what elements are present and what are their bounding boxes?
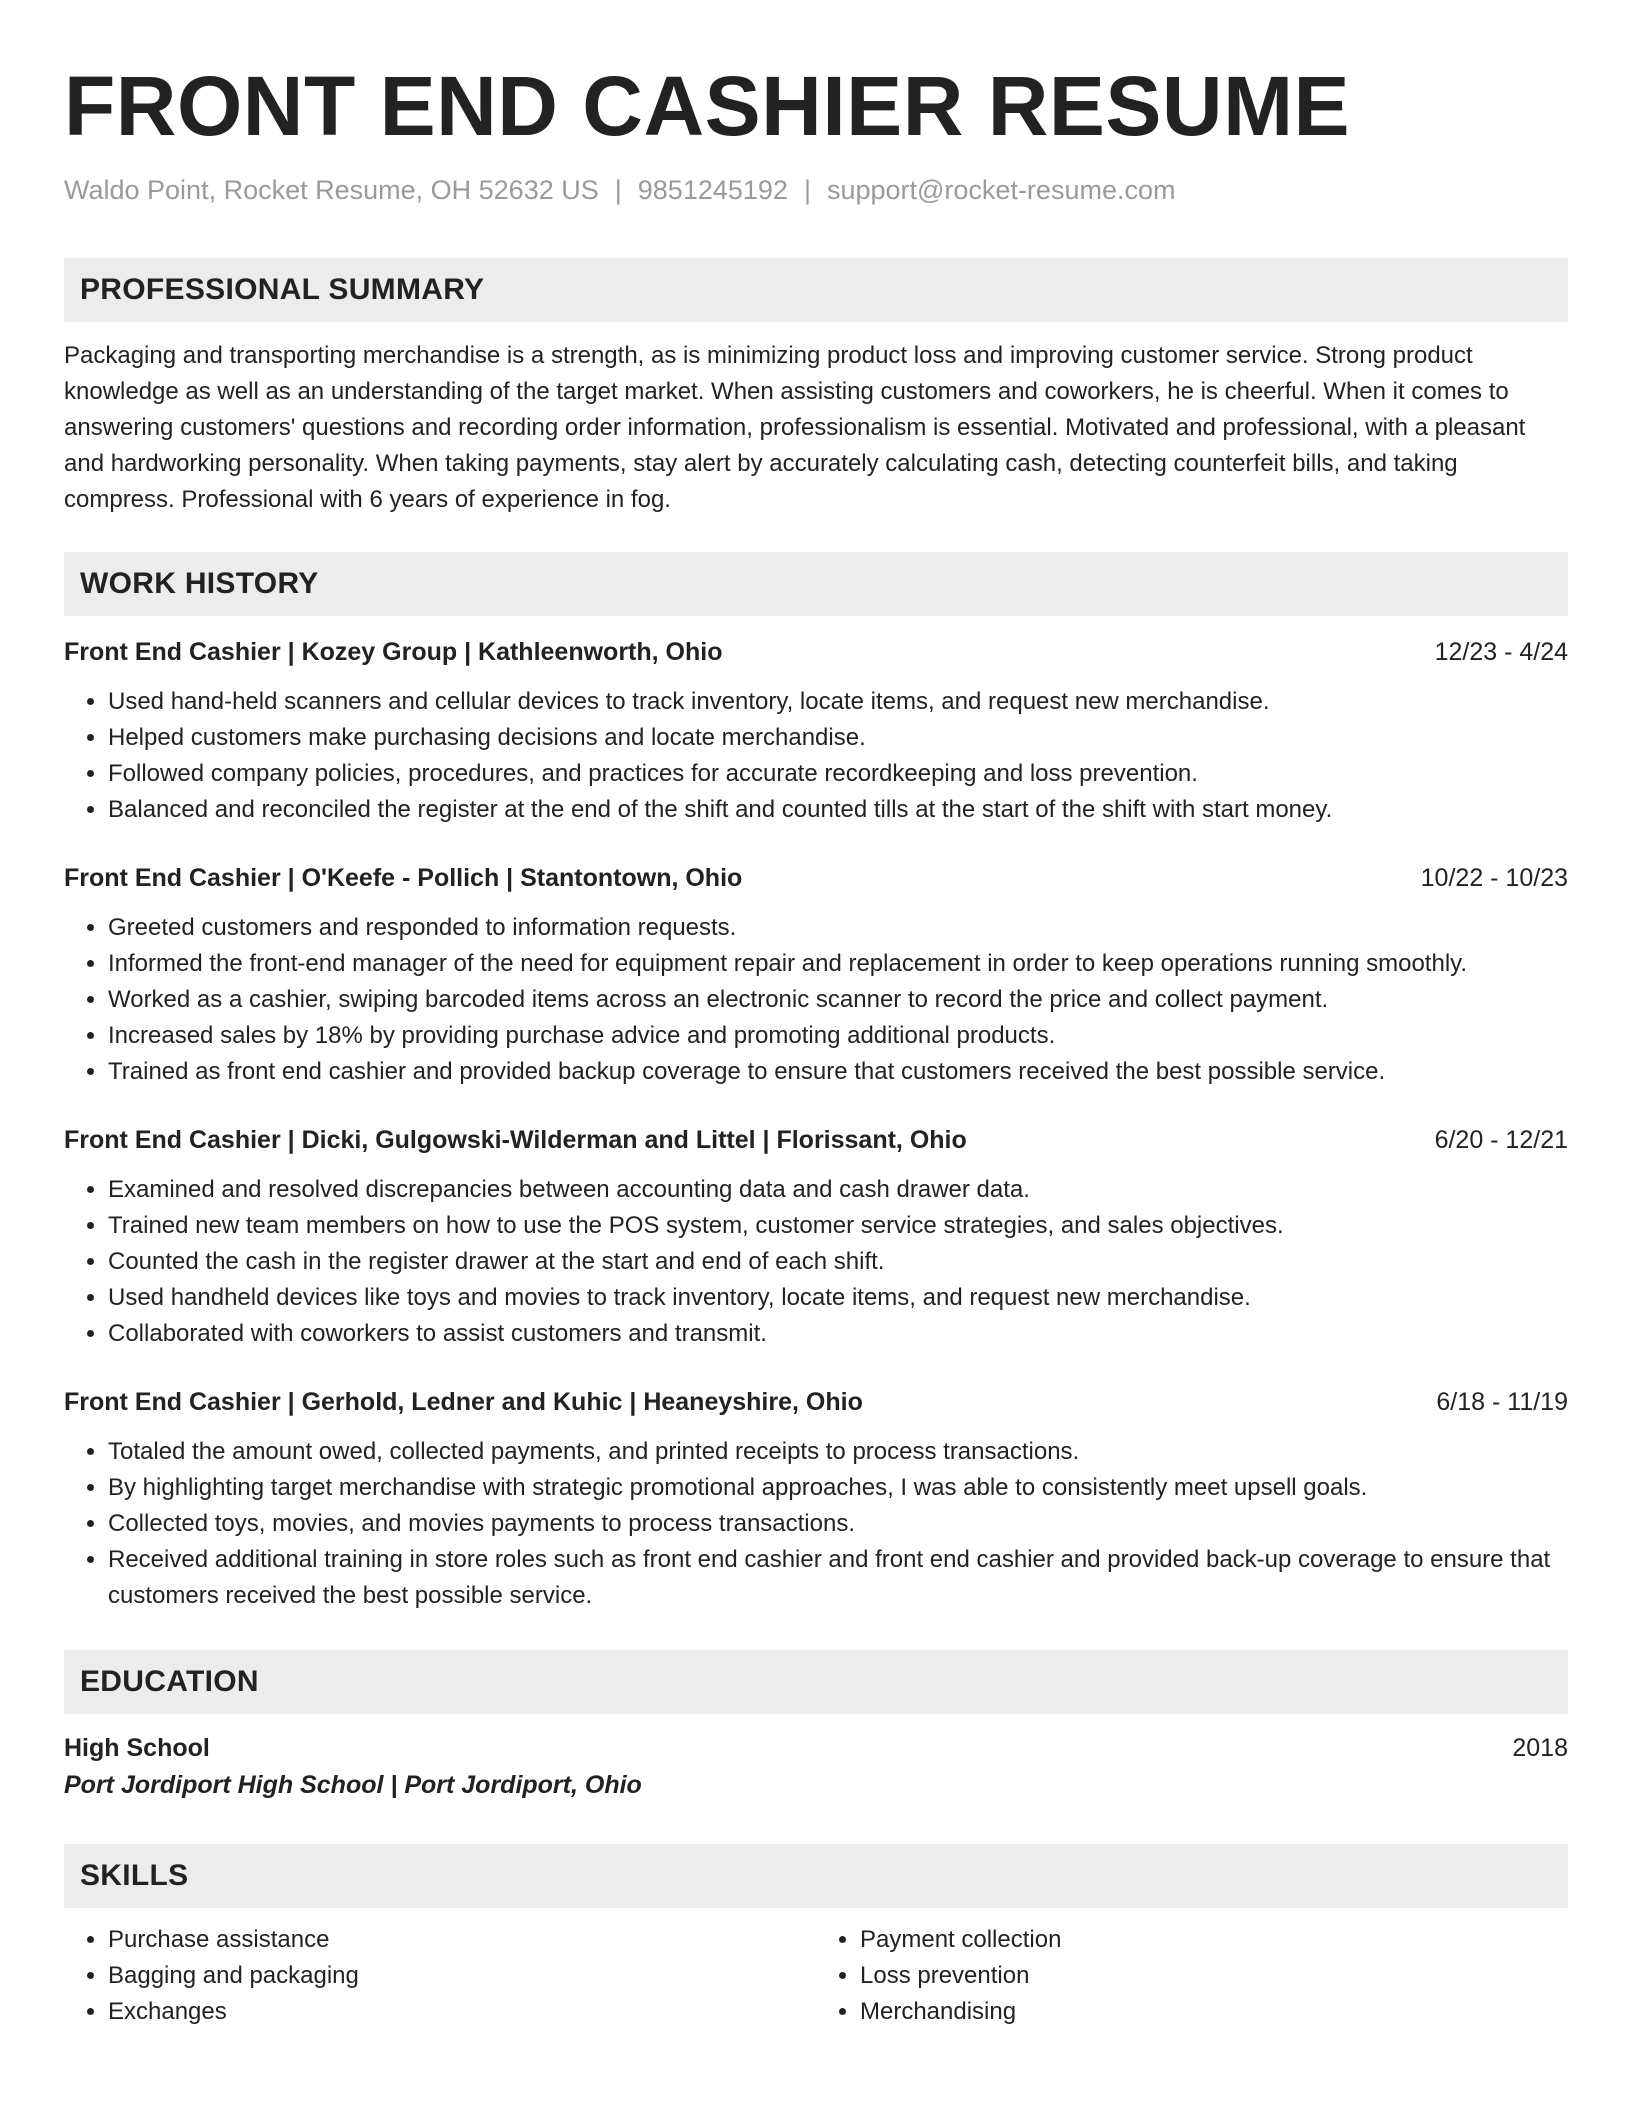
job-bullets	[64, 1434, 1568, 1614]
job-bullet: • Used hand-held scanners and cellular devices to track inventory, locate items, and request new merchandise.	[108, 684, 1568, 720]
job-entry	[64, 860, 1568, 1090]
skills-list	[64, 1922, 1568, 2030]
job-bullets	[64, 684, 1568, 828]
education-entry	[64, 1730, 1568, 1804]
contact-address: Waldo Point, Rocket Resume, OH 52632 US	[64, 175, 599, 205]
skill-item: • Bagging and packaging	[108, 1958, 816, 1994]
education-degree: High School	[64, 1734, 210, 1762]
job-bullets	[64, 1172, 1568, 1352]
contact-separator: |	[803, 175, 811, 205]
job-bullet: • Balanced and reconciled the register at the end of the shift and counted tills at the start of the shift with start money.	[108, 792, 1568, 828]
job-title: Front End Cashier | Kozey Group | Kathleenworth, Ohio	[64, 638, 723, 666]
job-entry	[64, 634, 1568, 828]
job-header	[64, 860, 1568, 896]
job-bullet: • Trained as front end cashier and provided backup coverage to ensure that customers received the best possible service.	[108, 1054, 1568, 1090]
job-bullet: • Informed the front-end manager of the need for equipment repair and replacement in order to keep operations running smoothly.	[108, 946, 1568, 982]
job-bullet: • Collaborated with coworkers to assist customers and transmit.	[108, 1316, 1568, 1352]
job-header	[64, 1122, 1568, 1158]
job-bullet: • Followed company policies, procedures, and practices for accurate recordkeeping and loss prevention.	[108, 756, 1568, 792]
job-bullet: • Counted the cash in the register drawer at the start and end of each shift.	[108, 1244, 1568, 1280]
job-bullet: • Trained new team members on how to use the POS system, customer service strategies, and sales objectives.	[108, 1208, 1568, 1244]
contact-phone: 9851245192	[637, 175, 788, 205]
education-heading: EDUCATION	[64, 1650, 1568, 1714]
job-entry	[64, 1384, 1568, 1614]
job-dates: 12/23 - 4/24	[1434, 638, 1568, 666]
job-bullet: • By highlighting target merchandise with strategic promotional approaches, I was able to consistently meet upsell goals.	[108, 1470, 1568, 1506]
skills-column-right	[816, 1922, 1568, 2030]
resume-title: FRONT END CASHIER RESUME	[64, 59, 1351, 153]
job-entry	[64, 1122, 1568, 1352]
education-header	[64, 1730, 1568, 1766]
job-bullet: • Used handheld devices like toys and movies to track inventory, locate items, and request new merchandise.	[108, 1280, 1568, 1316]
contact-separator: |	[614, 175, 622, 205]
education-year: 2018	[1512, 1734, 1568, 1762]
summary-heading: PROFESSIONAL SUMMARY	[64, 258, 1568, 322]
education-school: Port Jordiport High School | Port Jordiport, Ohio	[64, 1771, 642, 1799]
job-dates: 6/20 - 12/21	[1434, 1126, 1568, 1154]
job-bullet: • Worked as a cashier, swiping barcoded items across an electronic scanner to record the price and collect payment.	[108, 982, 1568, 1018]
skills-heading: SKILLS	[64, 1844, 1568, 1908]
contact-email: support@rocket-resume.com	[826, 175, 1176, 205]
job-dates: 10/22 - 10/23	[1420, 864, 1568, 892]
skills-column-left	[64, 1922, 816, 2030]
job-header	[64, 634, 1568, 670]
job-bullet: • Collected toys, movies, and movies payments to process transactions.	[108, 1506, 1568, 1542]
job-bullet: • Increased sales by 18% by providing purchase advice and promoting additional products.	[108, 1018, 1568, 1054]
job-bullets	[64, 910, 1568, 1090]
job-bullet: • Received additional training in store roles such as front end cashier and front end cashier and provided back-up coverage to ensure that customers received the best possible service.	[108, 1542, 1568, 1614]
work-history-heading: WORK HISTORY	[64, 552, 1568, 616]
skill-item: • Payment collection	[860, 1922, 1568, 1958]
skill-item: • Exchanges	[108, 1994, 816, 2030]
skill-item: • Merchandising	[860, 1994, 1568, 2030]
summary-text: Packaging and transporting merchandise is a strength, as is minimizing product loss and improving customer service. Strong product knowledge as well as an understanding of the target market. When assisting customers and coworkers, he is cheerful. When it comes to answering customers' questions and recording order information, professionalism is essential. Motivated and professional, with a pleasant and hardworking personality. When taking payments, stay alert by accurately calculating cash, detecting counterfeit bills, and taking compress. Professional with 6 years of experience in fog.	[64, 342, 1526, 513]
job-dates: 6/18 - 11/19	[1436, 1388, 1568, 1416]
job-bullet: • Totaled the amount owed, collected payments, and printed receipts to process transactions.	[108, 1434, 1568, 1470]
job-header	[64, 1384, 1568, 1420]
job-title: Front End Cashier | Dicki, Gulgowski-Wilderman and Littel | Florissant, Ohio	[64, 1126, 967, 1154]
job-title: Front End Cashier | O'Keefe - Pollich | Stantontown, Ohio	[64, 864, 743, 892]
job-bullet: • Helped customers make purchasing decisions and locate merchandise.	[108, 720, 1568, 756]
job-title: Front End Cashier | Gerhold, Ledner and Kuhic | Heaneyshire, Ohio	[64, 1388, 863, 1416]
job-bullet: • Examined and resolved discrepancies between accounting data and cash drawer data.	[108, 1172, 1568, 1208]
job-bullet: • Greeted customers and responded to information requests.	[108, 910, 1568, 946]
contact-line	[64, 172, 1568, 208]
skill-item: • Loss prevention	[860, 1958, 1568, 1994]
skill-item: • Purchase assistance	[108, 1922, 816, 1958]
